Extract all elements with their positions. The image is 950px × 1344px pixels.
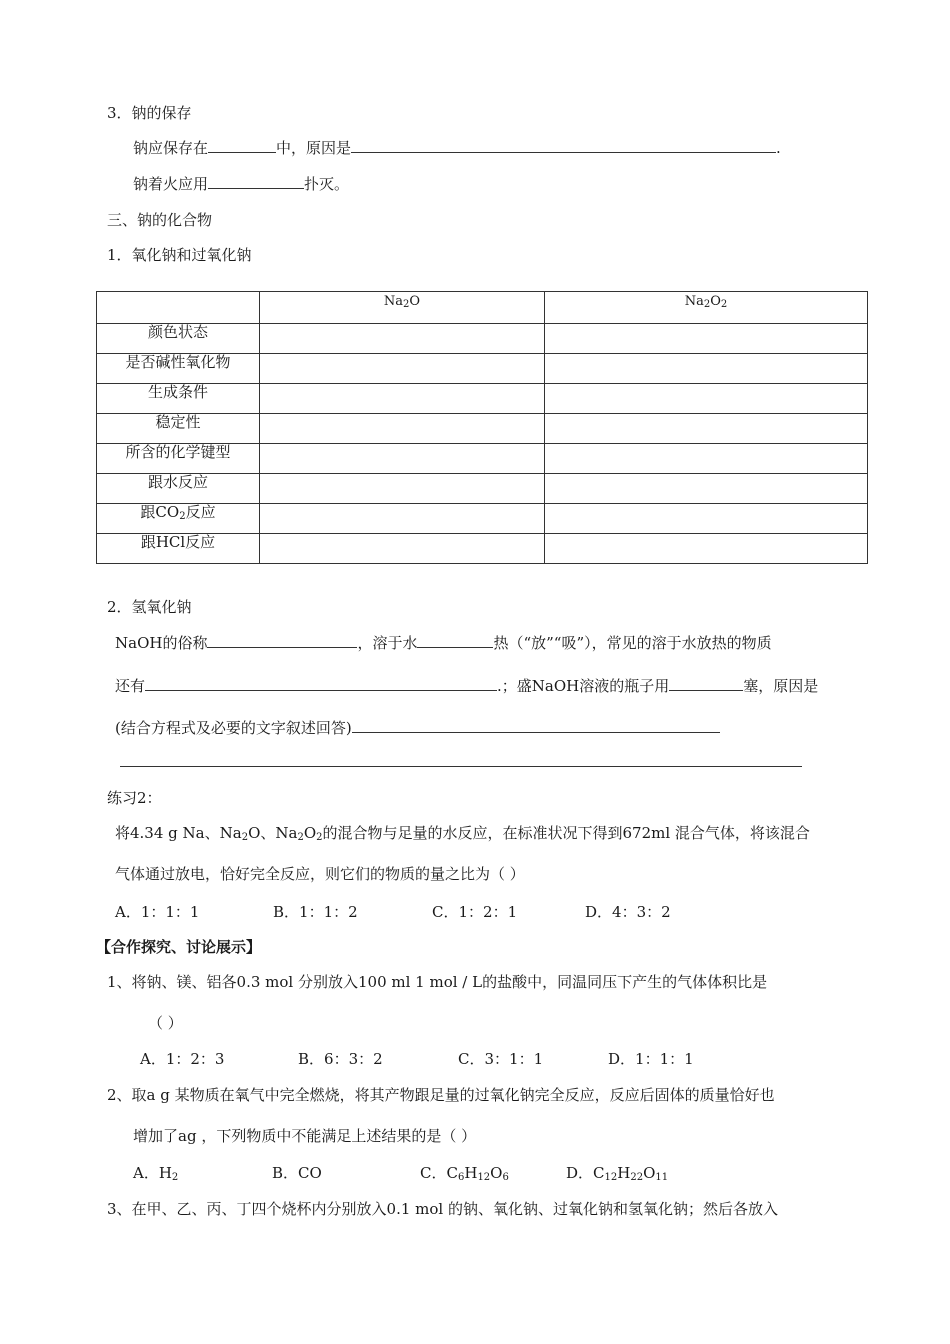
table-cell[interactable] [260, 324, 545, 354]
row-label: 生成条件 [97, 384, 260, 414]
question-2: 2、取a g 某物质在氧气中完全燃烧，将其产物跟足量的过氧化钠完全反应，反应后固体的质量恰好也 [107, 1086, 775, 1104]
table-cell[interactable] [545, 354, 868, 384]
naoh-line-2: 还有 .；盛NaOH溶液的瓶子用 塞，原因是 [115, 677, 819, 695]
blank[interactable] [351, 138, 776, 153]
section-title-storage: 3．钠的保存 [107, 104, 192, 122]
table-cell[interactable] [260, 534, 545, 564]
table-cell[interactable] [260, 444, 545, 474]
table-cell[interactable] [260, 474, 545, 504]
question-3: 3、在甲、乙、丙、丁四个烧杯内分别放入0.1 mol 的钠、氧化钠、过氧化钠和氢氧化钠；然后各放入 [107, 1200, 778, 1218]
naoh-line-1: NaOH的俗称 ，溶于水 热（“放”“吸”），常见的溶于水放热的物质 [115, 634, 772, 652]
table-cell[interactable] [545, 444, 868, 474]
table-cell[interactable] [260, 414, 545, 444]
exercise-2-question-2: 气体通过放电，恰好完全反应，则它们的物质的量之比为（ ） [115, 865, 525, 883]
table-row [97, 354, 868, 384]
storage-line-1: 钠应保存在 中，原因是 . [133, 139, 781, 157]
blank[interactable] [120, 752, 802, 767]
exercise-2-option-d[interactable]: D．4：3：2 [585, 903, 671, 921]
blank[interactable] [208, 138, 276, 153]
exercise-2-option-b[interactable]: B．1：1：2 [273, 903, 358, 921]
table-row [97, 324, 868, 354]
part-title-compounds: 三、钠的化合物 [107, 211, 213, 229]
blank[interactable] [145, 676, 497, 691]
comparison-table [96, 291, 868, 564]
exercise-2-title: 练习2： [107, 789, 162, 807]
table-row [97, 384, 868, 414]
blank[interactable] [352, 718, 720, 733]
table-row [97, 474, 868, 504]
table-row [97, 504, 868, 534]
table-cell[interactable] [545, 534, 868, 564]
question-1-paren: （ ） [148, 1014, 183, 1032]
table-cell[interactable] [545, 474, 868, 504]
subtitle-naoh: 2．氢氧化钠 [107, 598, 192, 616]
question-2-line-2: 增加了ag ，下列物质中不能满足上述结果的是（ ） [133, 1127, 477, 1145]
row-label: 颜色状态 [97, 324, 260, 354]
row-label: 是否碱性氧化物 [97, 354, 260, 384]
blank[interactable] [208, 174, 304, 189]
row-label: 稳定性 [97, 414, 260, 444]
coop-section-title: 【合作探究、讨论展示】 [96, 938, 262, 956]
question-2-option-a[interactable]: A．$H_2$ [133, 1164, 179, 1183]
naoh-line-3: (结合方程式及必要的文字叙述回答) [115, 718, 720, 738]
table-corner-cell [97, 292, 260, 324]
exercise-2-option-a[interactable]: A．1：1：1 [115, 903, 200, 921]
table-cell[interactable] [545, 384, 868, 414]
row-label: 跟水反应 [97, 474, 260, 504]
subtitle-oxides: 1．氧化钠和过氧化钠 [107, 246, 252, 264]
table-header-row [97, 292, 868, 324]
table-row [97, 444, 868, 474]
question-2-option-b[interactable]: B．CO [272, 1164, 322, 1182]
naoh-line-4 [120, 752, 802, 772]
question-1-option-c[interactable]: C．3：1：1 [458, 1050, 544, 1068]
table-header-na2o: $Na_2O$ [260, 292, 545, 324]
table-cell[interactable] [545, 414, 868, 444]
question-1-option-a[interactable]: A．1：2：3 [140, 1050, 225, 1068]
question-1-option-b[interactable]: B．6：3：2 [298, 1050, 383, 1068]
row-label-hcl: 跟HCl反应 [97, 534, 260, 564]
row-label-co2: 跟$CO_2$反应 [97, 504, 260, 534]
table-cell[interactable] [545, 324, 868, 354]
table-cell[interactable] [260, 354, 545, 384]
table-cell[interactable] [545, 504, 868, 534]
table-header-na2o2: $Na_2O_2$ [545, 292, 868, 324]
blank[interactable] [207, 633, 357, 648]
table-cell[interactable] [260, 504, 545, 534]
exercise-2-question: 将4.34 g Na、$Na_2O$、$Na_2O_2$的混合物与足量的水反应，在标准状况下得到672ml 混合气体，将该混合 [115, 824, 810, 843]
blank[interactable] [417, 633, 493, 648]
table-row [97, 534, 868, 564]
question-1-option-d[interactable]: D．1：1：1 [608, 1050, 694, 1068]
row-label: 所含的化学键型 [97, 444, 260, 474]
table-cell[interactable] [260, 384, 545, 414]
table-row [97, 414, 868, 444]
storage-line-2: 钠着火应用 扑灭。 [133, 175, 350, 193]
question-1: 1、将钠、镁、铝各0.3 mol 分别放入100 ml 1 mol / L的盐酸中，同温同压下产生的气体体积比是 [107, 973, 768, 991]
question-2-option-c[interactable]: C．$C_6H_{12}O_6$ [420, 1164, 509, 1183]
blank[interactable] [669, 676, 743, 691]
exercise-2-option-c[interactable]: C．1：2：1 [432, 903, 518, 921]
question-2-option-d[interactable]: D．$C_{12}H_{22}O_{11}$ [566, 1164, 669, 1183]
